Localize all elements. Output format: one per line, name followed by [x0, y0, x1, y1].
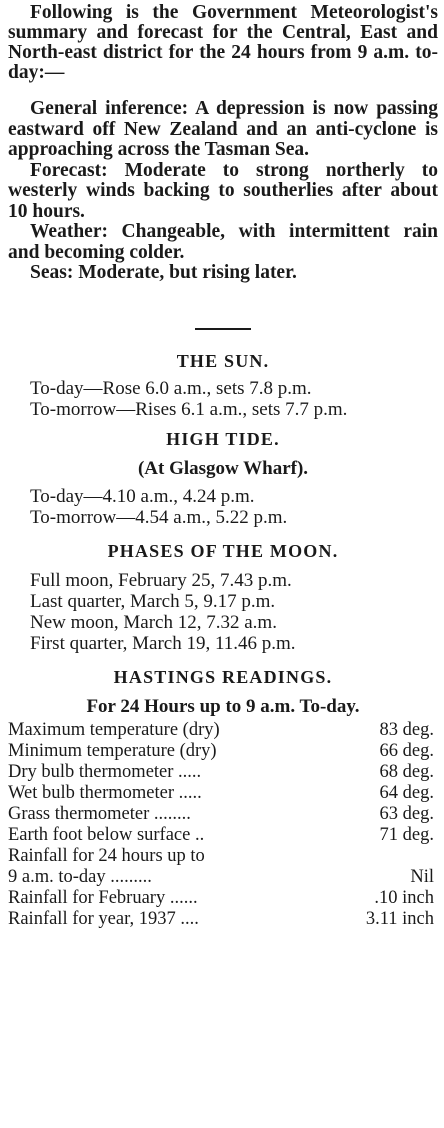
- reading-label: Dry bulb thermometer .....: [8, 761, 202, 782]
- table-row: [8, 888, 438, 909]
- weather-text: Weather: Changeable, with intermittent rain and becoming colder.: [8, 221, 438, 263]
- moon-phase-item: New moon, March 12, 7.32 a.m.: [30, 611, 277, 633]
- general-inference: General inference: A depression is now passing eastward off New Zealand and an anti-cyclone is approaching across the Tasman Sea.: [8, 98, 438, 160]
- table-row: [8, 867, 438, 888]
- table-row: [8, 720, 438, 741]
- seas-text: Seas: Moderate, but rising later.: [30, 262, 297, 283]
- table-row: [8, 783, 438, 804]
- hastings-heading: HASTINGS READINGS.: [113, 666, 333, 687]
- forecast-text: Forecast: Moderate to strong northerly to westerly winds backing to southerlies after about 10 hours.: [8, 159, 438, 222]
- reading-label: Earth foot below surface ..: [8, 824, 205, 845]
- reading-value: 68 deg.: [379, 761, 434, 782]
- reading-label: Grass thermometer ........: [8, 803, 191, 824]
- reading-value: Nil: [410, 866, 434, 887]
- tide-location: (At Glasgow Wharf).: [137, 457, 309, 479]
- tide-tomorrow: To-morrow—4.54 a.m., 5.22 p.m.: [30, 506, 288, 528]
- moon-section: [8, 540, 438, 654]
- moon-phase-item: First quarter, March 19, 11.46 p.m.: [30, 632, 296, 654]
- reading-label: 9 a.m. to-day .........: [8, 866, 152, 887]
- moon-heading: PHASES OF THE MOON.: [107, 540, 339, 561]
- tide-heading: HIGH TIDE.: [166, 428, 280, 449]
- reading-label: Rainfall for 24 hours up to: [8, 845, 205, 866]
- tide-section: [8, 428, 438, 528]
- reading-label: Wet bulb thermometer .....: [8, 782, 202, 803]
- sun-section: [8, 350, 438, 420]
- table-row: [8, 804, 438, 825]
- moon-phase-item: Last quarter, March 5, 9.17 p.m.: [30, 590, 276, 612]
- hastings-period: For 24 Hours up to 9 a.m. To-day.: [86, 695, 360, 717]
- reading-label: Rainfall for year, 1937 ....: [8, 908, 199, 929]
- reading-label: Minimum temperature (dry): [8, 740, 217, 761]
- sun-heading: THE SUN.: [176, 350, 270, 371]
- sun-today: To-day—Rose 6.0 a.m., sets 7.8 p.m.: [30, 377, 312, 399]
- moon-phase-item: Full moon, February 25, 7.43 p.m.: [30, 569, 292, 591]
- reading-value: 71 deg.: [379, 824, 434, 845]
- forecast-section: [8, 0, 438, 284]
- reading-value: 3.11 inch: [365, 908, 434, 929]
- table-row: [8, 909, 438, 930]
- table-row: [8, 762, 438, 783]
- reading-value: 64 deg.: [379, 782, 434, 803]
- sun-tomorrow: To-morrow—Rises 6.1 a.m., sets 7.7 p.m.: [30, 398, 348, 420]
- hastings-section: [8, 666, 438, 930]
- reading-value: 63 deg.: [379, 803, 434, 824]
- table-row: [8, 741, 438, 762]
- reading-value: 66 deg.: [379, 740, 434, 761]
- table-row: [8, 846, 438, 867]
- section-divider: [195, 328, 251, 330]
- readings-table: [8, 720, 438, 930]
- forecast-intro: Following is the Government Meteorologist's summary and forecast for the Central, East and North-east district for the 24 hours from 9 a.m. to-day:—: [8, 2, 438, 83]
- reading-label: Maximum temperature (dry): [8, 719, 220, 740]
- table-row: [8, 825, 438, 846]
- reading-label: Rainfall for February ......: [8, 887, 198, 908]
- tide-today: To-day—4.10 a.m., 4.24 p.m.: [30, 485, 255, 507]
- reading-value: .10 inch: [374, 887, 434, 908]
- reading-value: 83 deg.: [379, 719, 434, 740]
